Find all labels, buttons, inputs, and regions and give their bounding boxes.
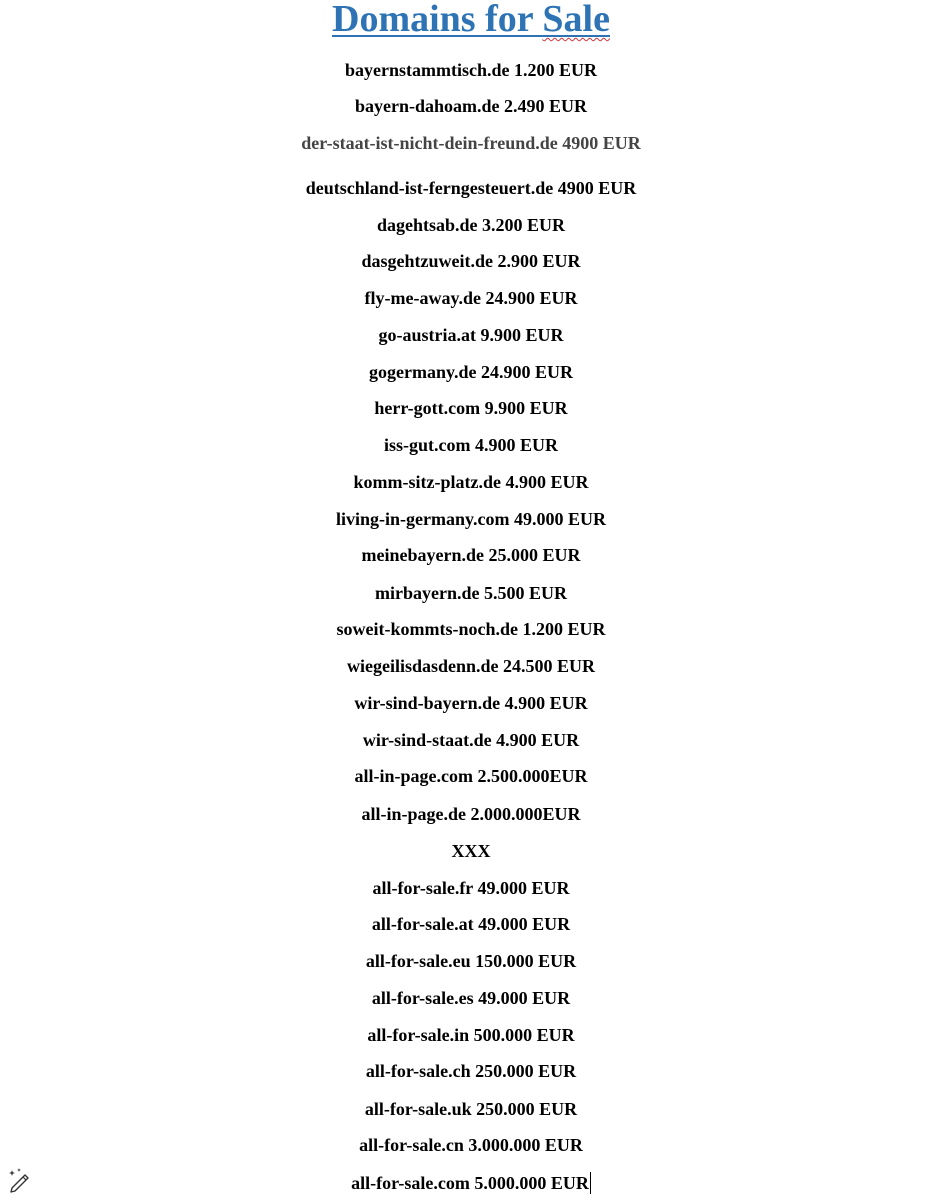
magic-wand-pen-icon[interactable] xyxy=(6,1166,34,1194)
page-title-link[interactable] xyxy=(332,0,610,40)
title-text-part2-spellcheck: Sale xyxy=(542,0,610,40)
domain-row[interactable]: living-in-germany.com 49.000 EUR xyxy=(336,509,606,529)
domain-row[interactable]: all-for-sale.ch 250.000 EUR xyxy=(365,1061,577,1081)
domain-row[interactable]: dasgehtzuweit.de 2.900 EUR xyxy=(361,251,581,271)
domain-row[interactable]: all-for-sale.eu 150.000 EUR xyxy=(365,951,577,971)
magic-wand-pen-icon-svg xyxy=(6,1166,34,1194)
domain-row[interactable]: all-in-page.de 2.000.000EUR xyxy=(361,804,581,824)
domain-row[interactable]: deutschland-ist-ferngesteuert.de 4900 EUR xyxy=(305,178,637,198)
domain-row[interactable]: go-austria.at 9.900 EUR xyxy=(378,325,564,345)
domain-row[interactable]: fly-me-away.de 24.900 EUR xyxy=(364,288,578,308)
domain-row[interactable]: all-for-sale.es 49.000 EUR xyxy=(371,988,571,1008)
domain-row[interactable]: dagehtsab.de 3.200 EUR xyxy=(376,215,566,235)
domain-row[interactable]: komm-sitz-platz.de 4.900 EUR xyxy=(353,472,589,492)
domain-row[interactable]: wir-sind-staat.de 4.900 EUR xyxy=(362,730,580,750)
title-text-part1: Domains for xyxy=(332,0,543,40)
text-cursor xyxy=(590,1172,591,1194)
domain-row[interactable]: all-in-page.com 2.500.000EUR xyxy=(354,766,588,786)
domain-row[interactable]: all-for-sale.cn 3.000.000 EUR xyxy=(359,1135,583,1155)
domain-row[interactable]: wiegeilisdasdenn.de 24.500 EUR xyxy=(346,656,596,676)
domain-row[interactable]: wir-sind-bayern.de 4.900 EUR xyxy=(354,693,588,713)
domain-row[interactable]: all-for-sale.uk 250.000 EUR xyxy=(364,1099,578,1119)
domain-row[interactable]: herr-gott.com 9.900 EUR xyxy=(374,398,568,418)
domain-row[interactable]: meinebayern.de 25.000 EUR xyxy=(361,545,581,565)
page-title xyxy=(0,0,942,41)
domain-row[interactable]: der-staat-ist-nicht-dein-freund.de 4900 EUR xyxy=(301,133,641,153)
domain-row[interactable]: all-for-sale.at 49.000 EUR xyxy=(371,914,571,934)
domain-row-last-text: all-for-sale.com 5.000.000 EUR xyxy=(351,1173,589,1193)
domain-row[interactable]: all-for-sale.fr 49.000 EUR xyxy=(372,878,570,898)
separator-text[interactable]: XXX xyxy=(451,841,491,861)
domain-row[interactable]: mirbayern.de 5.500 EUR xyxy=(375,583,567,603)
domain-row[interactable]: soweit-kommts-noch.de 1.200 EUR xyxy=(336,619,606,639)
domain-row[interactable]: gogermany.de 24.900 EUR xyxy=(369,362,573,382)
domain-row[interactable]: all-for-sale.in 500.000 EUR xyxy=(367,1025,575,1045)
domain-row-last[interactable] xyxy=(0,1172,942,1194)
domain-row[interactable]: bayernstammtisch.de 1.200 EUR xyxy=(345,60,597,80)
domain-row[interactable]: bayern-dahoam.de 2.490 EUR xyxy=(354,96,587,116)
domain-row[interactable]: iss-gut.com 4.900 EUR xyxy=(384,435,558,455)
